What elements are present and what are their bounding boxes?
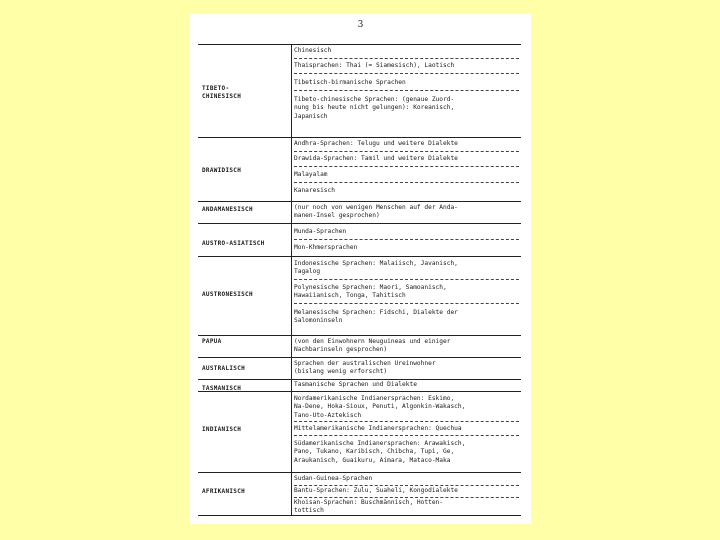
entry: Thaisprachen: Thai (= Siamesisch), Laotisch [294, 62, 519, 74]
group-name: INDIANISCH [202, 426, 242, 433]
entry: Khoisan-Sprachen: Buschmännisch, Hotten- tottisch [294, 499, 444, 515]
entry: Melanesische Sprachen: Fidschi, Dialekte der Salomoninseln [294, 309, 458, 325]
entry: Indonesische Sprachen: Malaiisch, Javanisch, Tagalog [294, 260, 519, 280]
entry: Sprachen der australischen Ureinwohner (bislang wenig erforscht) [294, 360, 436, 376]
group-name: AUSTRALISCH [202, 365, 246, 372]
page-number: 3 [357, 20, 364, 30]
entry: (von den Einwohnern Neuguineas und einiger Nachbarinseln gesprochen) [294, 338, 451, 354]
document-page [190, 14, 531, 524]
entry: Sudan-Guinea-Sprachen [294, 475, 519, 486]
group-name: PAPUA [202, 338, 222, 345]
group-name: AUSTRONESISCH [202, 291, 253, 298]
entry: Malayalam [294, 171, 519, 183]
entry: Nordamerikanische Indianersprachen: Eskimo, Na-Dene, Hoka-Sioux, Penuti, Algonkin-Wakasch, Tano-Uto-Aztekisch [294, 395, 519, 422]
group-australisch [198, 357, 521, 380]
group-name: DRAWIDISCH [202, 167, 242, 174]
entry: Tibetisch-birmanische Sprachen [294, 79, 519, 91]
group-austronesisch [198, 256, 521, 336]
group-name: TASMANISCH [202, 385, 242, 392]
entry: Mittelamerikanische Indianersprachen: Quechua [294, 425, 519, 436]
language-table [198, 44, 521, 516]
entry: Bantu-Sprachen: Zulu, Suaheli, Kongodialekte [294, 487, 519, 498]
entry: Drawida-Sprachen: Tamil und weitere Dialekte [294, 155, 519, 167]
group-name: ANDAMANESISCH [202, 206, 253, 213]
entry: Kanaresisch [294, 187, 335, 194]
entry: Polynesische Sprachen: Maori, Samoanisch, Hawaiianisch, Tonga, Tahitisch [294, 284, 519, 304]
group-indianisch [198, 391, 521, 473]
group-drawidisch [198, 137, 521, 202]
entry: Chinesisch [294, 47, 519, 59]
group-name: TIBETO- CHINESISCH [202, 85, 242, 100]
entry: Tasmanische Sprachen und Dialekte [294, 381, 417, 388]
group-afrikanisch [198, 472, 521, 516]
group-name: AFRIKANISCH [202, 488, 246, 495]
group-andamanesisch [198, 201, 521, 224]
group-papua [198, 335, 521, 358]
group-austro-asiatisch [198, 223, 521, 257]
entry: (nur noch von wenigen Menschen auf der Anda- manen-Insel gesprochen) [294, 204, 458, 220]
entry: Andhra-Sprachen: Telugu und weitere Dialekte [294, 140, 519, 152]
group-tibeto-chinesisch [198, 45, 521, 137]
group-name: AUSTRO-ASIATISCH [202, 240, 265, 247]
entry: Südamerikanische Indianersprachen: Arawakisch, Pano, Tukano, Karibisch, Chibcha, Tupi, Ge, Araukanisch, Guaikuru, Aimara, Mataco-Maka [294, 440, 466, 464]
entry: Tibeto-chinesische Sprachen: (genaue Zuord- nung bis heute nicht gelungen): Koreanisch, Japanisch [294, 96, 455, 120]
entry: Mon-Khmersprachen [294, 244, 358, 251]
entry: Munda-Sprachen [294, 228, 519, 240]
